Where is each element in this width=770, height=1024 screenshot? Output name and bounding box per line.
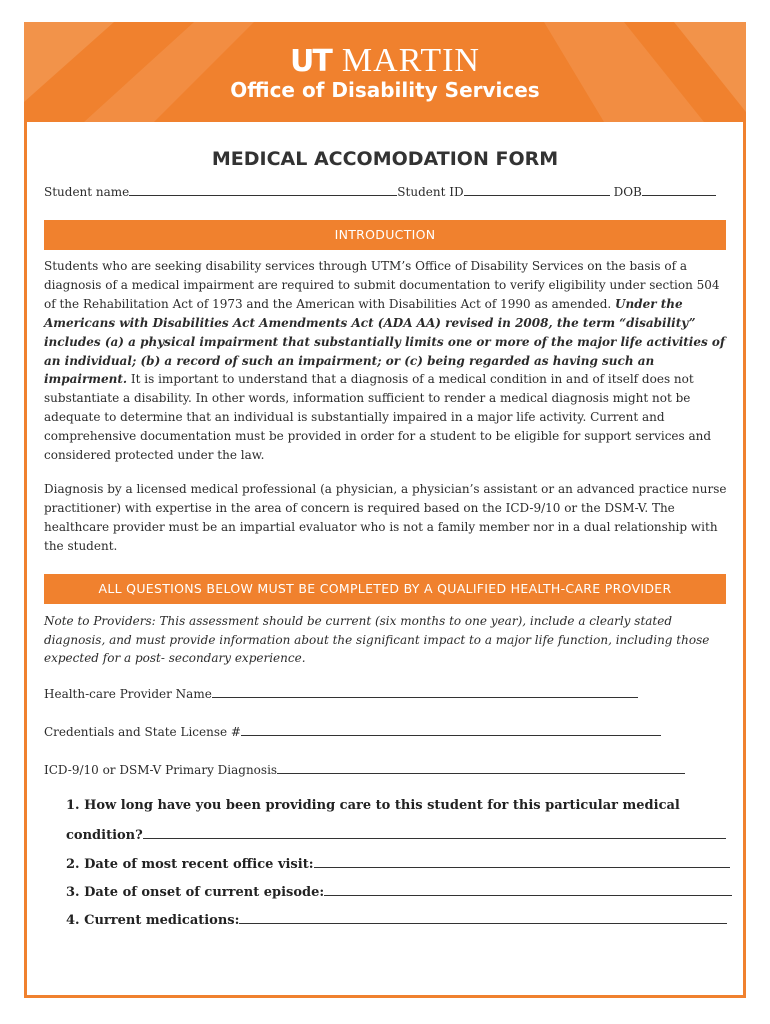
logo-ut-mark: UT <box>290 43 331 79</box>
student-name-field[interactable] <box>129 184 397 196</box>
question-1-condition-label: condition? <box>66 828 143 843</box>
dob-label: DOB <box>613 185 642 199</box>
providers-band: ALL QUESTIONS BELOW MUST BE COMPLETED BY A QUALIFIED HEALTH-CARE PROVIDER <box>44 574 726 604</box>
note-to-providers: Note to Providers: This assessment should be current (six months to one year), include a clearly stated diagnosis, and must provide information about the significant impact to a major life function, including those expected for a post- secondary experience. <box>44 614 710 665</box>
intro-p1-end: It is important to understand that a diagnosis of a medical condition in and of itself does not substantiate a disability. In other words, information sufficient to render a medical diagnosis might not be adequate to determine that an individual is substantially impaired in a major life activity. Current and comprehensive documentation must be provided in order for a student to be eligible for support services and considered protected under the law. <box>44 372 712 463</box>
diagnosis-label: ICD-9/10 or DSM-V Primary Diagnosis <box>44 763 278 777</box>
question-1-line-1: 1. How long have you been providing care to this student for this particular medical <box>66 798 680 813</box>
diagnosis-field[interactable] <box>277 762 685 774</box>
question-3-answer-field[interactable] <box>324 883 732 896</box>
intro-p1-bold: Under the Americans with Disabilities Act Amendments Act (ADA AA) revised in 2008, the term “disability” includes (a) a physical impairment that substantially limits one or more of the major life activities of an individual; (b) a record of such an impairment; or (c) being regarded as having such an impairment. <box>44 296 726 387</box>
question-2-label: 2. Date of most recent office visit: <box>66 857 314 872</box>
office-title: Office of Disability Services <box>230 78 540 102</box>
question-3-row <box>66 883 732 900</box>
question-3-label: 3. Date of onset of current episode: <box>66 885 325 900</box>
question-4-label: 4. Current medications: <box>66 913 240 928</box>
introduction-band: INTRODUCTION <box>44 220 726 250</box>
question-1-answer-field[interactable] <box>143 826 726 839</box>
form-title: MEDICAL ACCOMODATION FORM <box>211 148 559 170</box>
question-2-row <box>66 855 730 872</box>
question-2-answer-field[interactable] <box>314 855 730 868</box>
question-4-row <box>66 911 727 928</box>
student-id-label: Student ID <box>397 185 464 199</box>
question-4-answer-field[interactable] <box>239 911 727 924</box>
provider-name-field[interactable] <box>212 686 638 698</box>
credentials-field[interactable] <box>241 724 661 736</box>
ut-martin-logo <box>24 42 746 80</box>
provider-name-label: Health-care Provider Name <box>44 687 212 701</box>
logo-martin-wordmark: MARTIN <box>341 42 480 79</box>
intro-paragraph-1 <box>44 257 734 465</box>
diagnosis-row <box>44 762 685 777</box>
intro-paragraph-2: Diagnosis by a licensed medical professional (a physician, a physician’s assistant or an advanced practice nurse practitioner) with expertise in the area of concern is required based on the ICD-9/10 or the DSM-V. The healthcare provider must be an impartial evaluator who is not a family member nor in a dual relationship with the student. <box>44 482 727 553</box>
header-banner <box>24 22 746 122</box>
question-1-line-2 <box>66 826 726 843</box>
student-id-field[interactable] <box>464 184 610 196</box>
provider-name-row <box>44 686 638 701</box>
dob-field[interactable] <box>642 184 716 196</box>
intro-p1-start: Students who are seeking disability services through UTM’s Office of Disability Services on the basis of a diagnosis of a medical impairment are required to submit documentation to verify eligibility under section 504 of the Rehabilitation Act of 1973 and the American with Disabilities Act of 1990 as amended. <box>44 259 720 311</box>
credentials-row <box>44 724 661 739</box>
student-fields-row <box>44 184 716 199</box>
student-name-label: Student name <box>44 185 130 199</box>
credentials-label: Credentials and State License # <box>44 725 241 739</box>
